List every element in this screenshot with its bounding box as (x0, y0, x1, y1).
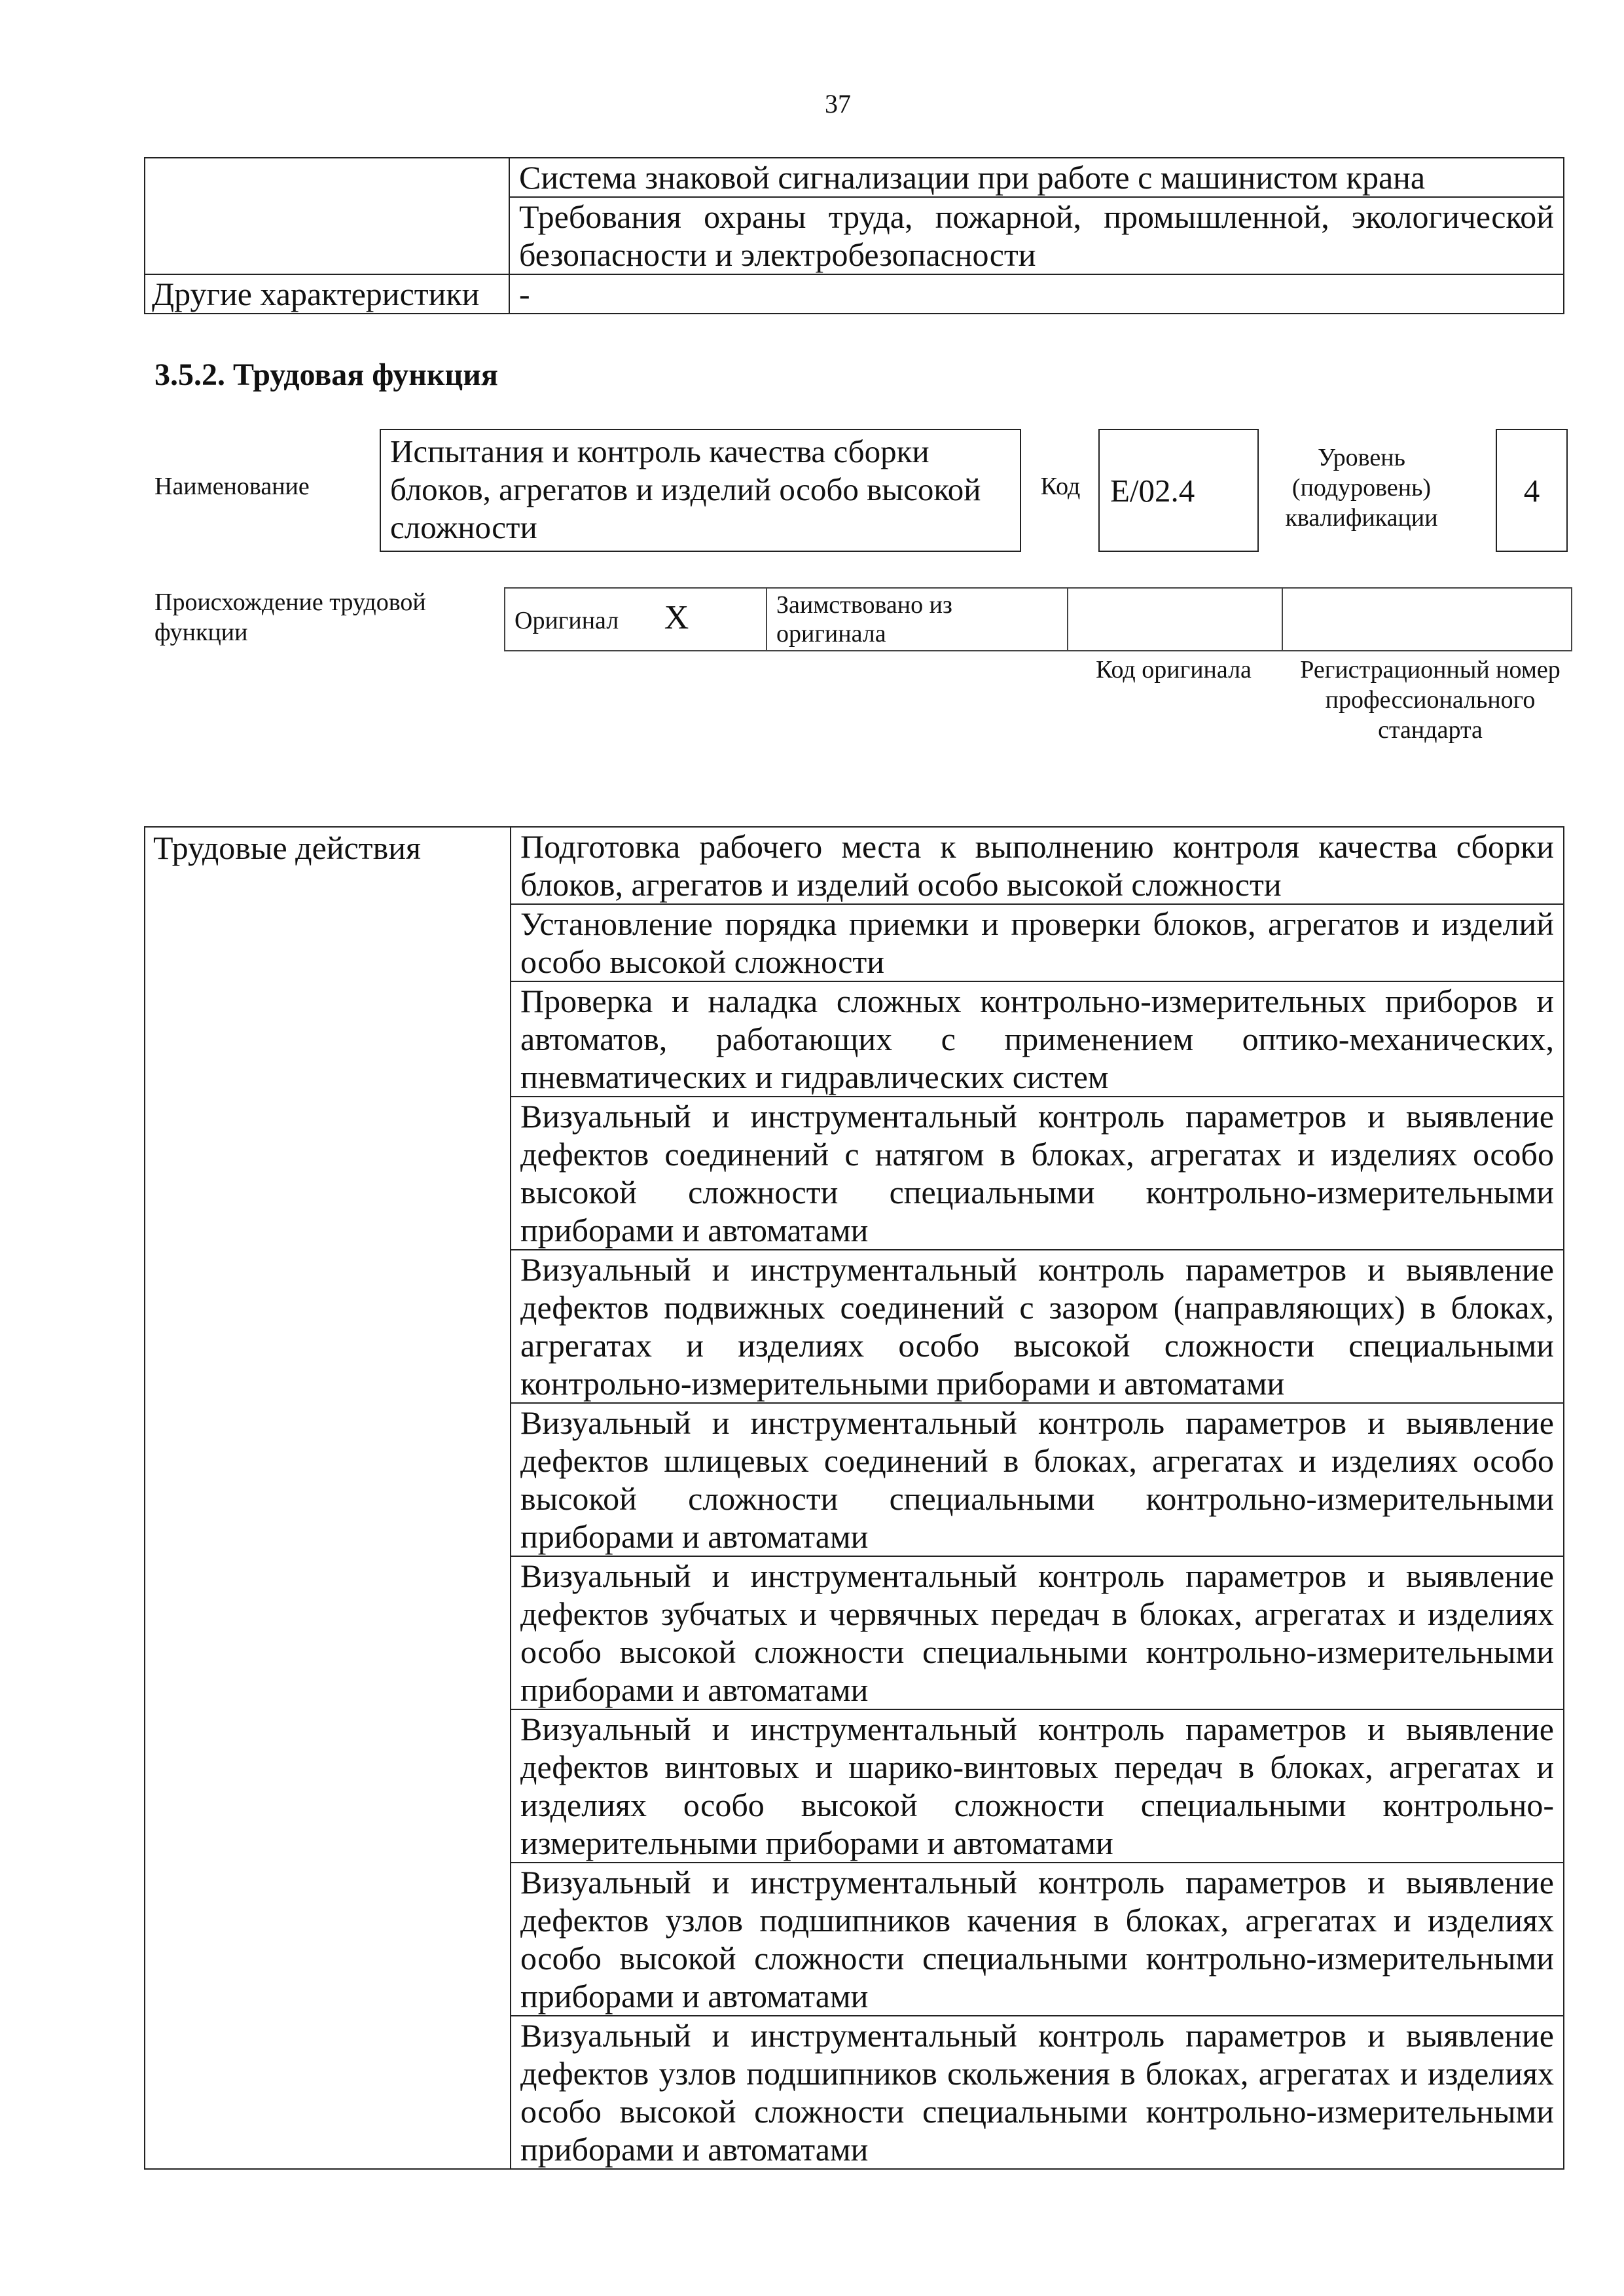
page-number: 37 (825, 89, 851, 118)
function-code-box: E/02.4 (1098, 429, 1259, 552)
labor-action-item: Визуальный и инструментальный контроль параметров и выявление дефектов узлов подшипников качения в блоках, агрегатах и изделиях особо высокой сложности специальными контрольно-измерительными приборами и автоматами (511, 1863, 1564, 2016)
level-box: 4 (1496, 429, 1568, 552)
labor-actions-label: Трудовые действия (145, 827, 511, 2169)
level-label: Уровень (подуровень) квалификации (1285, 444, 1438, 532)
labor-action-item: Подготовка рабочего места к выполнению контроля качества сборки блоков, агрегатов и изделий особо высокой сложности (511, 827, 1564, 904)
original-label: Оригинал (514, 607, 619, 634)
table-row (505, 588, 1572, 651)
labor-actions-table (144, 826, 1564, 2170)
table-row (145, 274, 1564, 314)
original-code-caption: Код оригинала (1096, 656, 1252, 683)
original-cell (505, 588, 767, 651)
origin-table (504, 587, 1572, 651)
labor-action-item: Визуальный и инструментальный контроль параметров и выявление дефектов узлов подшипников скольжения в блоках, агрегатах и изделиях особо высокой сложности специальными контрольно-измерительными приборами и автоматами (511, 2016, 1564, 2169)
section-title: 3.5.2. Трудовая функция (154, 357, 498, 392)
labor-action-item: Визуальный и инструментальный контроль параметров и выявление дефектов винтовых и шарико-винтовых передач в блоках, агрегатах и изделиях особо высокой сложности специальными контрольно-измерительными приборами и автоматами (511, 1709, 1564, 1863)
other-characteristics-value: - (509, 274, 1564, 314)
original-mark: X (664, 599, 689, 636)
labor-action-item: Визуальный и инструментальный контроль параметров и выявление дефектов соединений с натягом в блоках, агрегатах и изделиях особо высокой сложности специальными контрольно-измерительными приборами и автоматами (511, 1097, 1564, 1250)
table-cell: Система знаковой сигнализации при работе с машинистом крана (509, 158, 1564, 197)
labor-action-item: Проверка и наладка сложных контрольно-измерительных приборов и автоматов, работающих с применением оптико-механических, пневматических и гидравлических систем (511, 981, 1564, 1097)
other-characteristics-label: Другие характеристики (145, 274, 509, 314)
empty-label-cell (145, 158, 509, 274)
labor-action-item: Визуальный и инструментальный контроль параметров и выявление дефектов подвижных соединений с зазором (направляющих) в блоках, агрегатах и изделиях особо высокой сложности специальными контрольно-измерительными приборами и автоматами (511, 1250, 1564, 1403)
function-name-box: Испытания и контроль качества сборки блоков, агрегатов и изделий особо высокой сложности (380, 429, 1021, 552)
labor-action-item: Установление порядка приемки и проверки блоков, агрегатов и изделий особо высокой сложности (511, 904, 1564, 981)
registration-number-cell (1282, 588, 1572, 651)
code-label: Код (1040, 473, 1081, 500)
labor-action-item: Визуальный и инструментальный контроль параметров и выявление дефектов зубчатых и червячных передач в блоках, агрегатах и изделиях особо высокой сложности специальными контрольно-измерительными приборами и автоматами (511, 1556, 1564, 1709)
table-cell: Требования охраны труда, пожарной, промышленной, экологической безопасности и электробезопасности (509, 197, 1564, 274)
labor-action-item: Визуальный и инструментальный контроль параметров и выявление дефектов шлицевых соединений в блоках, агрегатах и изделиях особо высокой сложности специальными контрольно-измерительными приборами и автоматами (511, 1403, 1564, 1556)
origin-label: Происхождение трудовой функции (154, 589, 426, 646)
borrowed-cell: Заимствовано из оригинала (767, 588, 1068, 651)
registration-number-caption: Регистрационный номер профессионального стандарта (1300, 656, 1561, 744)
top-table (144, 157, 1564, 314)
name-label: Наименование (154, 473, 310, 500)
original-code-cell (1068, 588, 1282, 651)
table-row (145, 158, 1564, 197)
table-row (145, 827, 1564, 904)
